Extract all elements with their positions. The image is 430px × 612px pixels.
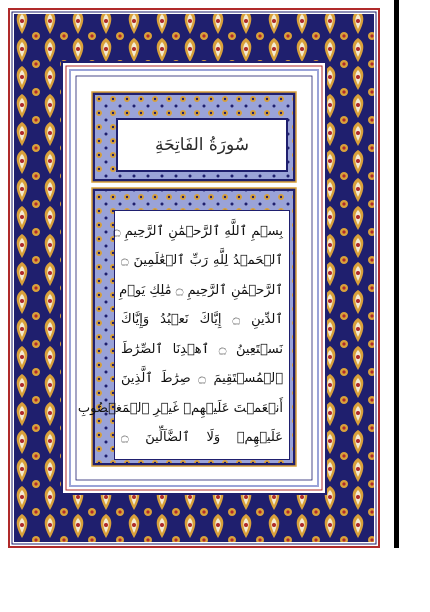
verse-line-6: ٱلۡمُسۡتَقِيمَ ۝ صِرَٰطَ ٱلَّذِينَ <box>121 371 283 387</box>
verse-line-3: ٱلرَّحۡمَٰنِ ٱلرَّحِيمِ ۝ مَٰلِكِ يَوۡمِ <box>119 282 283 298</box>
verse-line-1: بِسۡمِ ٱللَّهِ ٱلرَّحۡمَٰنِ ٱلرَّحِيمِ ۝ <box>112 223 283 239</box>
verse-line-5: نَسۡتَعِينُ ۝ ٱهۡدِنَا ٱلصِّرَٰطَ <box>121 341 283 357</box>
verse-text-box <box>77 210 290 460</box>
title-cartouche <box>116 118 288 172</box>
surah-title: سُورَةُ الفَاتِحَةِ <box>154 135 250 155</box>
verse-line-8: عَلَيۡهِمۡ وَلَا ٱلضَّآلِّينَ ۝ <box>121 430 283 446</box>
verse-line-2: ٱلۡحَمۡدُ لِلَّهِ رَبِّ ٱلۡعَٰلَمِينَ ۝ <box>121 253 283 269</box>
page-edge-rule <box>394 0 399 548</box>
verse-panel <box>77 196 304 474</box>
mushaf-page <box>8 8 380 548</box>
verse-line-7: أَنۡعَمۡتَ عَلَيۡهِمۡ غَيۡرِ ٱلۡمَغۡضُوبِ <box>77 400 283 416</box>
verse-line-4: ٱلدِّينِ ۝ إِيَّاكَ نَعۡبُدُ وَإِيَّاكَ <box>121 312 283 328</box>
title-panel <box>100 100 304 190</box>
